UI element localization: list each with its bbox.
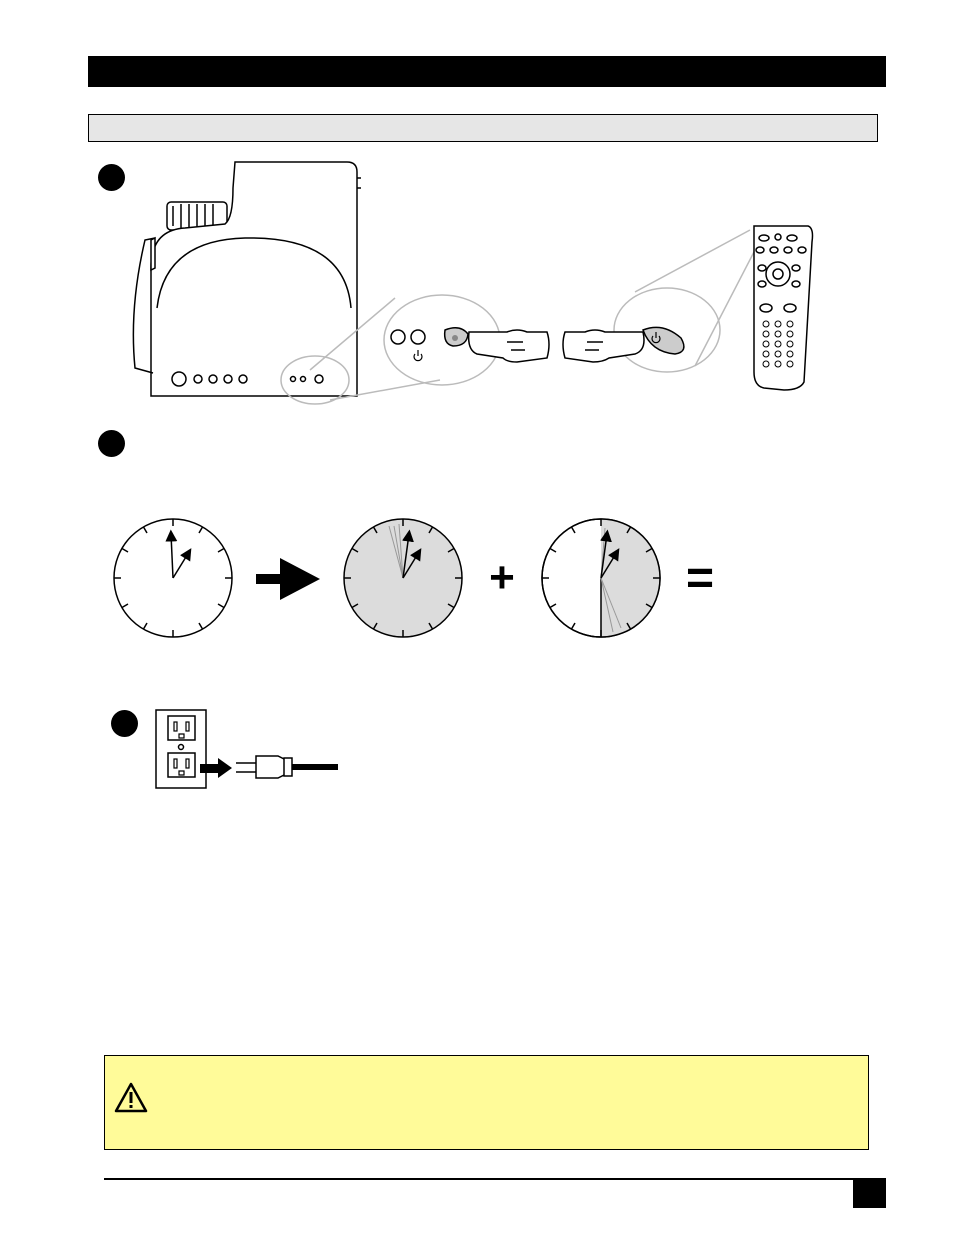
clock-cooling xyxy=(344,519,462,637)
step-2-marker xyxy=(98,430,125,457)
header-bar xyxy=(88,56,886,87)
clock-sequence-illustration xyxy=(108,512,728,644)
step-1-marker xyxy=(98,164,125,191)
equals-operator: = xyxy=(685,552,715,605)
warning-triangle-icon xyxy=(114,1082,148,1114)
page-number-tab xyxy=(853,1178,886,1208)
next-arrow xyxy=(256,558,320,600)
footer-rule xyxy=(104,1178,886,1180)
warning-box xyxy=(104,1055,869,1150)
step-3-marker xyxy=(111,710,138,737)
plus-operator: + xyxy=(489,553,515,602)
section-title-bar xyxy=(88,114,878,142)
clock-waiting xyxy=(542,519,660,637)
unplug-illustration xyxy=(156,708,346,790)
remote-control-illustration xyxy=(748,222,818,392)
power-button-zoom-illustration xyxy=(255,220,735,410)
clock-start xyxy=(114,519,232,637)
